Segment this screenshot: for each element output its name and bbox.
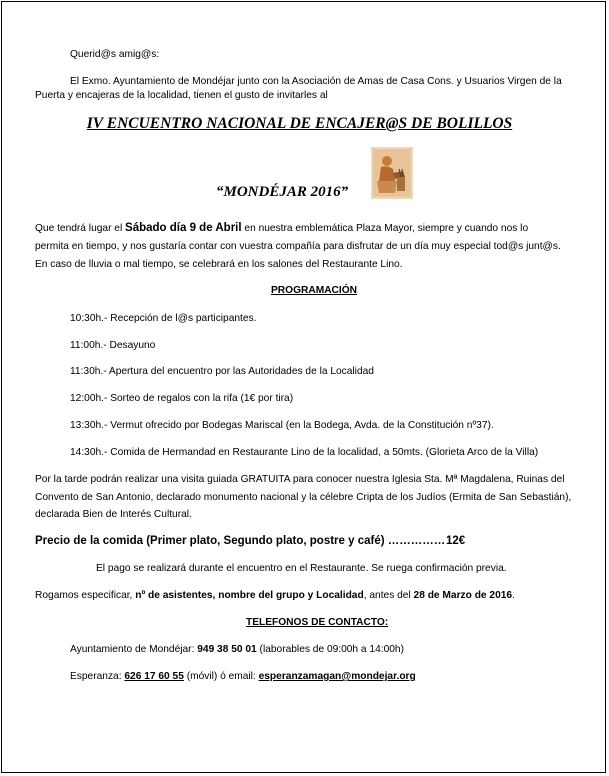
request-deadline-date: 28 de Marzo de 2016 (413, 590, 513, 601)
program-item: 10:30h.- Recepción de l@s participantes. (70, 313, 257, 324)
program-item: 11:30h.- Apertura del encuentro por las Autoridades de la Localidad (70, 366, 374, 377)
contact-ayuntamiento-phone[interactable]: 949 38 50 01 (197, 644, 257, 655)
program-item: 11:00h.- Desayuno (70, 340, 156, 351)
program-item: 12:00h.- Sorteo de regalos con la rifa (1€ por tira) (70, 393, 294, 404)
afternoon-line-1: Por la tarde podrán realizar una visita guiada GRATUITA para conocer nuestra Iglesia Sta. Mª Magdalena, Ruinas del (35, 474, 565, 485)
document-page (1, 1, 606, 773)
contact-ayuntamiento-label: Ayuntamiento de Mondéjar: (70, 644, 198, 655)
afternoon-line-2: Convento de San Antonio, declarado monumento nacional y la célebre Cripta de los Judíos (Ermita de San Sebastián), (35, 492, 572, 503)
contact-esperanza-label: Esperanza: (70, 671, 125, 682)
greeting: Querid@s amig@s: (70, 49, 160, 60)
request-end: . (512, 590, 515, 601)
lacemaker-logo-icon (371, 147, 413, 199)
event-line-2: permita en tiempo, y nos gustaría contar con vuestra compañía para disfrutar de un día muy especial tod@s junt@s. (35, 241, 561, 252)
event-place-text: en nuestra emblemática Plaza Mayor, siempre y cuando nos lo (241, 223, 529, 234)
contact-esperanza-phone[interactable]: 626 17 60 55 (124, 671, 184, 682)
contact-esperanza-mid: (móvil) ó email: (183, 671, 259, 682)
contacts-heading: TELEFONOS DE CONTACTO: (246, 617, 389, 628)
event-line-3: En caso de lluvia o mal tiempo, se celebrará en los salones del Restaurante Lino. (35, 259, 403, 270)
contact-esperanza-email-link[interactable]: esperanzamagan@mondejar.org (258, 671, 416, 682)
contact-esperanza (70, 670, 416, 683)
event-line-1 (35, 222, 528, 235)
request-line (35, 589, 515, 602)
price-label: Precio de la comida (Primer plato, Segundo plato, postre y café) …………… (35, 535, 446, 547)
afternoon-line-3: declarada Bien de Interés Cultural. (35, 509, 192, 520)
contact-ayuntamiento-hours: (laborables de 09:00h a 14:00h) (256, 644, 404, 655)
intro-line-1: El Exmo. Ayuntamiento de Mondéjar junto con la Asociación de Amas de Casa Cons. y Usuarios Virgen de la (70, 76, 562, 87)
event-intro-text: Que tendrá lugar el (35, 223, 126, 234)
request-intro-text: Rogamos especificar, (35, 590, 136, 601)
intro-line-2: Puerta y encajeras de la localidad, tienen el gusto de invitarles al (35, 90, 328, 101)
contact-ayuntamiento (70, 643, 404, 656)
event-date: Sábado día 9 de Abril (125, 222, 242, 234)
subtitle: “MONDÉJAR 2016” (216, 184, 349, 200)
program-heading: PROGRAMACIÓN (271, 285, 358, 296)
price-value: 12€ (446, 535, 466, 547)
request-required-info: nº de asistentes, nombre del grupo y Localidad (135, 590, 364, 601)
main-title (2, 115, 605, 133)
payment-note: El pago se realizará durante el encuentro en el Restaurante. Se ruega confirmación previa. (96, 563, 507, 574)
program-item: 14:30h.- Comida de Hermandad en Restaurante Lino de la localidad, a 50mts. (Glorieta Arco de la Villa) (70, 447, 539, 458)
program-item: 13:30h.- Vermut ofrecido por Bodegas Mariscal (en la Bodega, Avda. de la Constitución nº37). (70, 420, 494, 431)
request-deadline-text: , antes del (363, 590, 414, 601)
main-title-text: IV ENCUENTRO NACIONAL DE ENCAJER@S DE BOLILLOS (86, 115, 513, 132)
